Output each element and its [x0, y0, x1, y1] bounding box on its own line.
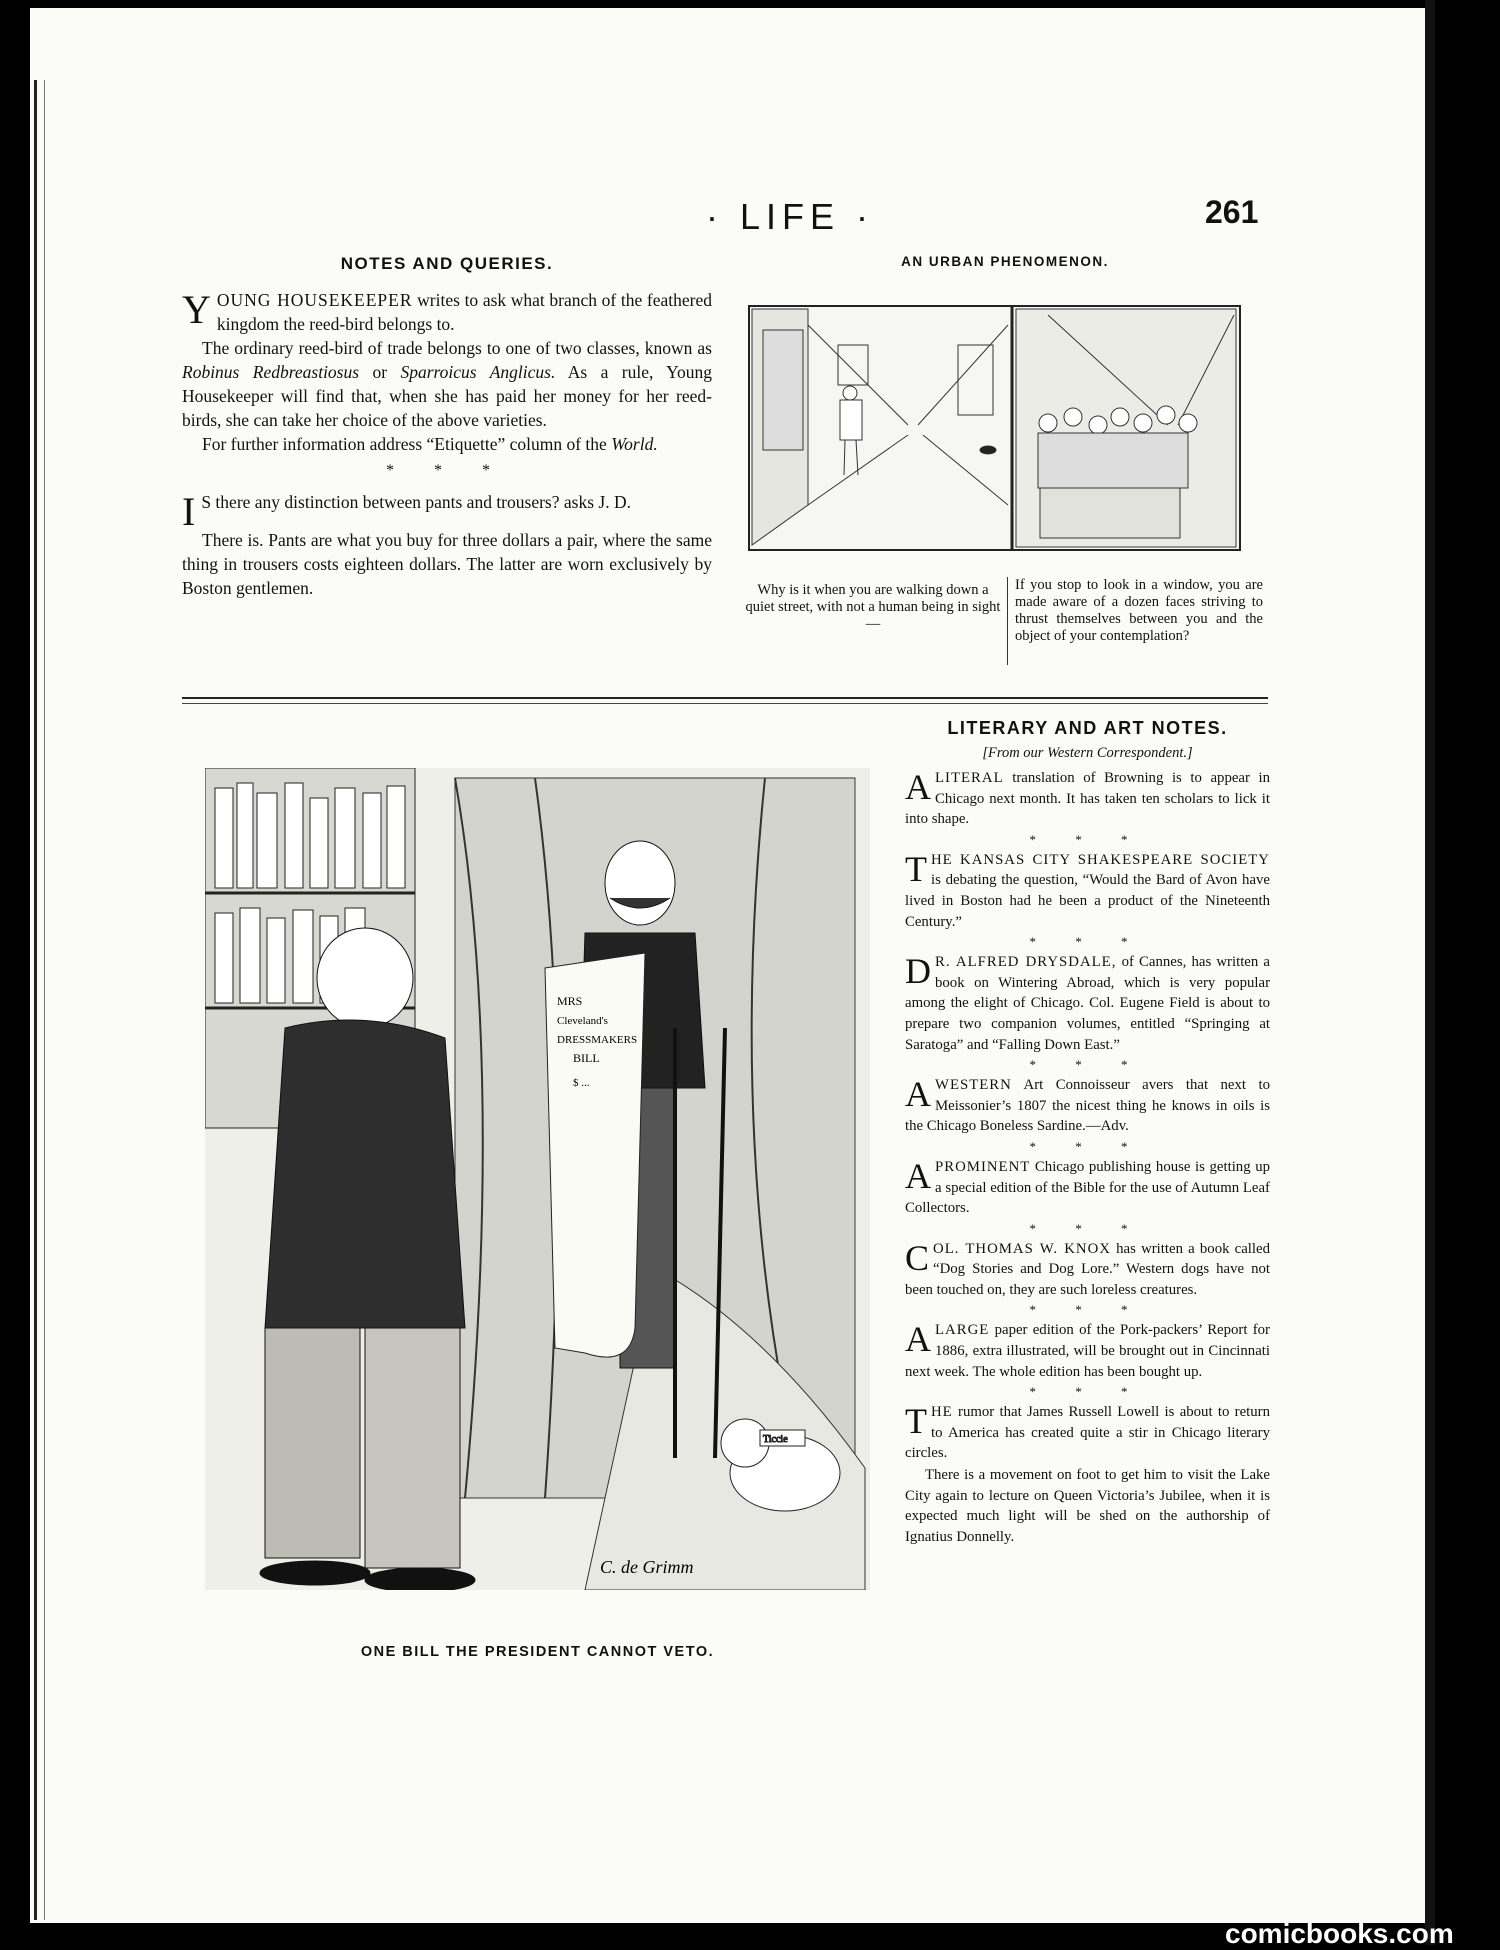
item-text: paper edition of the Pork-packers’ Report for 1886, extra illustrated, will be brought out in Cincinnati next week. The whole edition has been bought up.	[905, 1322, 1270, 1380]
lead-words: PROMINENT	[935, 1158, 1031, 1175]
dog-tag: Ticcie	[763, 1434, 788, 1445]
literary-item	[905, 1157, 1270, 1219]
crowd-panel	[1016, 309, 1236, 547]
lead-words: R. ALFRED DRYSDALE,	[935, 954, 1117, 971]
drop-cap: I	[182, 489, 196, 534]
section-rule	[182, 703, 1268, 704]
page-spine	[34, 80, 37, 1920]
literary-item	[905, 1239, 1270, 1301]
notes-heading: NOTES AND QUERIES.	[340, 254, 554, 273]
query-text: writes to ask what branch of the feathered kingdom the reed-bird belongs to.	[216, 290, 712, 334]
answer-text: As a rule, Young Housekeeper will find that, when she has paid her money for her reed-birds, she can take her choice of the above varieties.	[182, 362, 713, 430]
drop-cap: A	[905, 767, 931, 807]
literary-item	[905, 952, 1270, 1055]
item-separator-stars: * * *	[1029, 1138, 1146, 1154]
drop-cap: T	[905, 848, 927, 889]
item-separator-stars: * * *	[1029, 1302, 1146, 1318]
item-text: has written a book called “Dog Stories and Dog Lore.” Western dogs have not been touched on, they are such loreless creatures.	[905, 1240, 1270, 1298]
cartoon-illustration	[205, 768, 870, 1590]
answer-text: The ordinary reed-bird of trade belongs to one of two classes, known as	[202, 338, 712, 358]
item-separator-stars: * * *	[1029, 1057, 1146, 1073]
item-text: of Cannes, has written a book on Wintering Abroad, which is very popular among the elight of Chicago. Col. Eugene Field is about to prepare two companion volumes, entitled “Springing at Saratoga” and “Falling Down East.”	[905, 954, 1270, 1053]
literary-column	[905, 718, 1270, 1547]
drop-cap: A	[905, 1155, 931, 1196]
lead-words: HE KANSAS CITY SHAKESPEARE SOCIETY	[931, 851, 1270, 868]
notes-answer-2: There is. Pants are what you buy for three dollars a pair, where the same thing in trousers costs eighteen dollars. The latter are worn exclusively by Boston gentlemen.	[182, 530, 712, 598]
literary-item	[905, 1075, 1270, 1137]
urban-caption-right: If you stop to look in a window, you are made aware of a dozen faces striving to thrust themselves between you and the object of your contemplation?	[1015, 577, 1263, 644]
page-right-edge	[1425, 0, 1435, 1945]
artist-signature: C. de Grimm	[600, 1557, 694, 1577]
lead-words: WESTERN	[935, 1077, 1012, 1094]
item-separator-stars: * * *	[1029, 1220, 1146, 1236]
latin-name: Robinus Redbreastiosus	[182, 362, 360, 382]
literary-item	[905, 850, 1270, 932]
drop-cap: C	[905, 1237, 930, 1278]
literary-item	[905, 768, 1270, 830]
drop-cap: A	[905, 1319, 931, 1360]
caption-divider	[1007, 577, 1008, 665]
item-text: rumor that James Russell Lowell is about to return to America has created quite a stir in Chicago literary circles.	[905, 1404, 1270, 1462]
drop-cap: A	[905, 1074, 931, 1115]
literary-heading: LITERARY AND ART NOTES.	[947, 718, 1228, 738]
scroll-line: Cleveland's	[557, 1015, 608, 1027]
item-separator-stars: * * *	[1029, 1384, 1146, 1400]
page-number: 261	[1205, 194, 1259, 230]
item-text: Art Connoisseur avers that next to Meissonier’s 1807 the nicest thing he knows in oils is the Chicago Boneless Sardine.—Adv.	[905, 1077, 1270, 1135]
masthead-title: · LIFE ·	[705, 196, 874, 237]
notes-answer-1b	[182, 432, 712, 456]
literary-final-paragraph: There is a movement on foot to get him to visit the Lake City again to lecture on Queen Victoria’s Jubilee, when it is expected much light will be shed on the authorship of Ignatius Donnelly.	[905, 1467, 1270, 1545]
urban-heading: AN URBAN PHENOMENON.	[901, 254, 1109, 269]
drop-cap: T	[905, 1401, 927, 1442]
literary-subheading: [From our Western Correspondent.]	[982, 745, 1193, 761]
urban-caption-left: Why is it when you are walking down a quiet street, with not a human being in sight—	[745, 582, 1001, 632]
latin-name: Sparroicus Anglicus.	[400, 362, 556, 382]
lead-words: OUNG HOUSEKEEPER	[216, 290, 413, 310]
drop-cap: D	[905, 951, 931, 992]
notes-query-1	[182, 288, 712, 336]
scroll-line: DRESSMAKERS	[557, 1034, 638, 1046]
literary-item	[905, 1402, 1270, 1464]
item-text: Chicago publishing house is getting up a special edition of the Bible for the use of Autumn Leaf Collectors.	[905, 1158, 1270, 1217]
item-text: translation of Browning is to appear in Chicago next month. It has taken ten scholars to lick it into shape.	[905, 770, 1270, 828]
answer-text: or	[359, 362, 401, 382]
literary-item	[905, 1320, 1270, 1382]
lead-words: LARGE	[935, 1322, 990, 1339]
item-separator-stars: * * *	[1029, 934, 1146, 950]
item-text: is debating the question, “Would the Bard of Avon have lived in Boston had he been a product of the Nineteenth Century.”	[905, 872, 1270, 930]
scroll-line: MRS	[557, 994, 583, 1008]
drop-cap: Y	[182, 287, 211, 332]
notes-column	[182, 254, 712, 600]
notes-answer-1	[182, 336, 712, 432]
scroll-line: $ ...	[573, 1077, 590, 1089]
scroll-line: BILL	[573, 1051, 600, 1065]
watermark: comicbooks.com	[1225, 1918, 1454, 1949]
query-text: S there any distinction between pants and trousers? asks J. D.	[201, 492, 631, 512]
notes-query-2	[182, 489, 712, 534]
answer-text: For further information address “Etiquette” column of the	[202, 434, 612, 454]
item-separator-stars: * * *	[1029, 831, 1146, 847]
lead-words: HE	[931, 1404, 953, 1421]
page-spine-line	[44, 80, 45, 1920]
dressmakers-bill-scroll	[545, 953, 645, 1357]
section-rule	[182, 697, 1268, 699]
urban-illustration	[748, 305, 1241, 551]
cartoon-caption: ONE BILL THE PRESIDENT CANNOT VETO.	[360, 1644, 715, 1660]
lead-words: LITERAL	[935, 770, 1004, 786]
publication-name: World.	[611, 434, 658, 454]
section-stars: * * *	[386, 462, 508, 479]
lead-words: OL. THOMAS W. KNOX	[933, 1240, 1111, 1257]
literary-items	[905, 768, 1270, 1465]
